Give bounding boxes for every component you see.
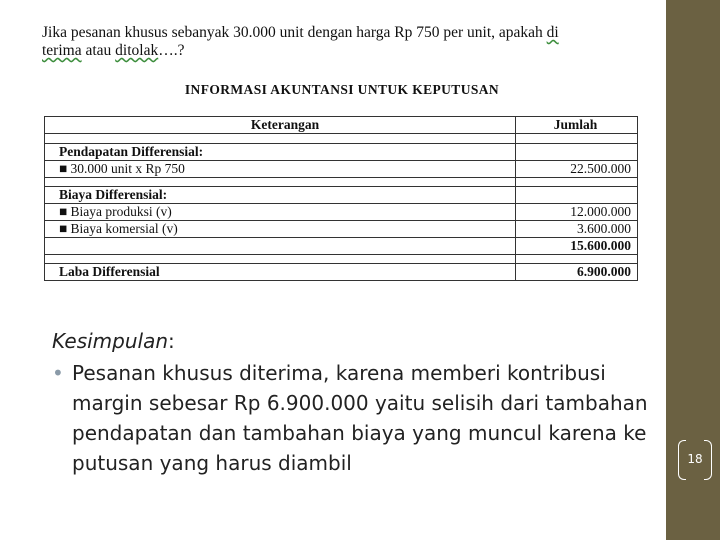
header-jumlah: Jumlah [516,117,638,134]
underlined-word: di [546,24,559,41]
table-row: Laba Differensial 6.900.000 [45,264,638,281]
table-row: Biaya Differensial: [45,187,638,204]
embedded-document-image [24,14,660,320]
table-row: ■ Biaya produksi (v) 12.000.000 [45,204,638,221]
accounting-table [44,116,638,281]
bullet-icon: • [52,361,64,385]
document-heading: INFORMASI AKUNTANSI UNTUK KEPUTUSAN [184,82,500,97]
question-text: Jika pesanan khusus sebanyak 30.000 unit dengan harga Rp 750 per unit, apakah di terima atau ditolak….? [42,24,559,59]
table-row: 15.600.000 [45,238,638,255]
conclusion-bullet [52,358,652,478]
page-number-badge [678,440,712,480]
conclusion-text: Pesanan khusus diterima, karena memberi kontribusi margin sebesar Rp 6.900.000 yaitu selisih dari tambahan pendapatan dan tambahan biaya yang muncul karena ke putusan yang harus diambil [72,361,648,475]
conclusion-block [52,326,652,478]
table-row: Pendapatan Differensial: [45,144,638,161]
table-header-row [45,117,638,134]
page-number: 18 [687,452,703,466]
table-row: ■ 30.000 unit x Rp 750 22.500.000 [45,161,638,178]
conclusion-heading: Kesimpulan: [52,329,175,353]
table-row: ■ Biaya komersial (v) 3.600.000 [45,221,638,238]
underlined-word: ditolak [115,42,159,59]
underlined-word: terima [42,42,82,59]
header-keterangan: Keterangan [45,117,516,134]
